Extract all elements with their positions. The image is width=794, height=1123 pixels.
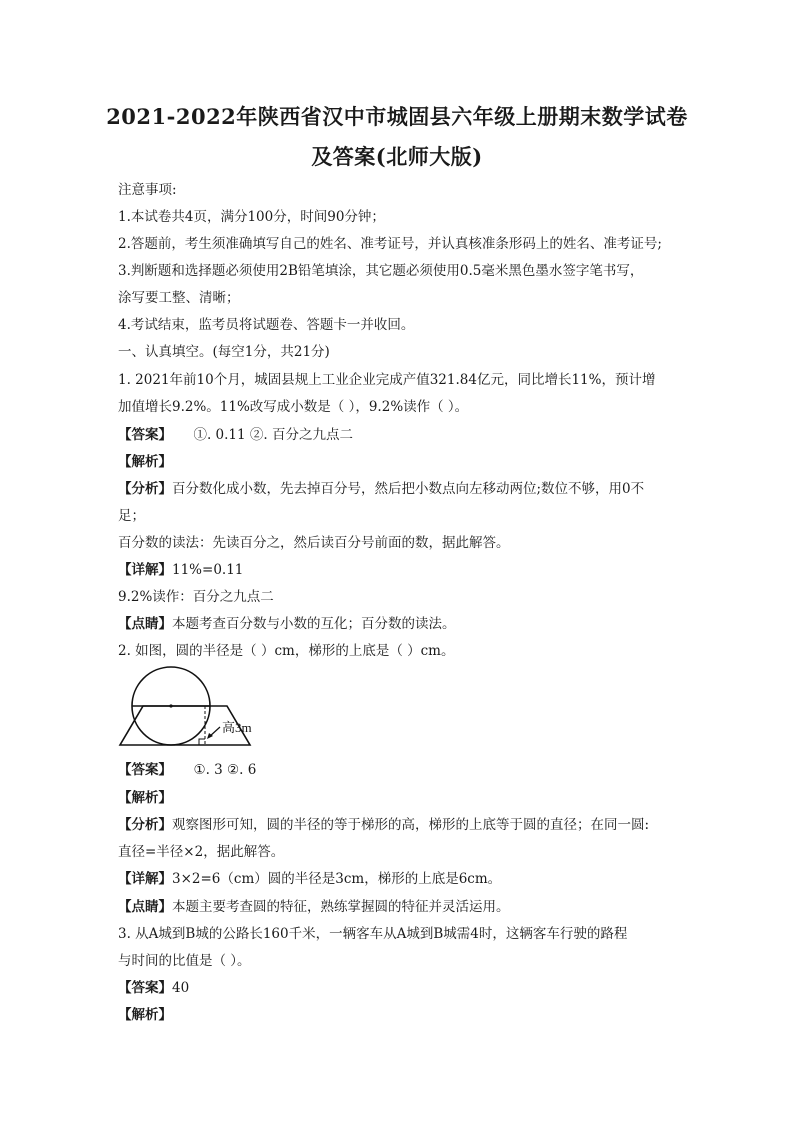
fenxi-label: 【分析】 bbox=[118, 481, 172, 497]
answer-label: 【答案】 bbox=[118, 427, 172, 443]
fenxi-text: 百分数化成小数，先去掉百分号，然后把小数点向左移动两位;数位不够，用0不 bbox=[172, 481, 645, 497]
answer-text: ①. 3 ②. 6 bbox=[193, 762, 257, 778]
comment-label: 【点睛】 bbox=[118, 616, 172, 632]
section-heading: 一、认真填空。(每空1分，共21分) bbox=[118, 344, 330, 360]
document-title-line1: 2021-2022年陕西省汉中市城固县六年级上册期末数学试卷 bbox=[106, 104, 688, 129]
question-2-fenxi bbox=[118, 815, 649, 835]
question-2-comment bbox=[118, 897, 510, 917]
question-1-answer bbox=[118, 425, 353, 445]
note-item: 1.本试卷共4页，满分100分，时间90分钟； bbox=[118, 209, 385, 225]
answer-label: 【答案】 bbox=[118, 762, 172, 778]
answer-text: ①. 0.11 ②. 百分之九点二 bbox=[193, 427, 353, 443]
question-2-text: 2. 如图，圆的半径是（ ）cm，梯形的上底是（ ）cm。 bbox=[118, 643, 455, 659]
document-title-line2: 及答案(北师大版) bbox=[311, 144, 483, 169]
right-angle-mark bbox=[199, 739, 205, 745]
analysis-label: 【解析】 bbox=[118, 790, 172, 806]
question-1-comment bbox=[118, 614, 456, 634]
detail-label: 【详解】 bbox=[118, 562, 172, 578]
detail-text: 11%=0.11 bbox=[172, 562, 244, 578]
question-3-text: 3. 从A城到B城的公路长160千米，一辆客车从A城到B城需4时，这辆客车行驶的路程 bbox=[118, 926, 628, 942]
circle-trapezoid-figure bbox=[116, 664, 276, 750]
note-item: 涂写要工整、清晰； bbox=[118, 290, 240, 306]
fenxi-label: 【分析】 bbox=[118, 817, 172, 833]
detail-label: 【详解】 bbox=[118, 871, 172, 887]
comment-label: 【点睛】 bbox=[118, 899, 172, 915]
analysis-label: 【解析】 bbox=[118, 1007, 172, 1023]
question-1-reading-rule: 百分数的读法：先读百分之，然后读百分号前面的数，据此解答。 bbox=[118, 535, 510, 551]
notes-heading: 注意事项: bbox=[118, 182, 177, 198]
center-point bbox=[169, 704, 172, 707]
question-2-detail bbox=[118, 869, 501, 889]
note-item: 3.判断题和选择题必须使用2B铅笔填涂，其它题必须使用0.5毫米黑色墨水签字笔书写， bbox=[118, 263, 644, 279]
question-2-fenxi-cont: 直径=半径×2，据此解答。 bbox=[118, 844, 285, 860]
comment-text: 本题考查百分数与小数的互化；百分数的读法。 bbox=[172, 616, 456, 632]
question-1-fenxi bbox=[118, 479, 644, 499]
analysis-label: 【解析】 bbox=[118, 454, 172, 470]
question-1-fenxi-cont: 足； bbox=[118, 508, 145, 524]
question-1-detail-cont: 9.2%读作：百分之九点二 bbox=[118, 589, 274, 605]
detail-text: 3×2=6（cm）圆的半径是3cm，梯形的上底是6cm。 bbox=[172, 871, 502, 887]
question-1-detail bbox=[118, 560, 243, 580]
answer-text: 40 bbox=[172, 980, 190, 996]
note-item: 2.答题前，考生须准确填写自己的姓名、准考证号，并认真核准条形码上的姓名、准考证号; bbox=[118, 236, 662, 252]
question-3-answer bbox=[118, 978, 189, 998]
comment-text: 本题主要考查圆的特征，熟练掌握圆的特征并灵活运用。 bbox=[172, 899, 510, 915]
question-3-text-cont: 与时间的比值是（ ）。 bbox=[118, 953, 251, 969]
answer-label: 【答案】 bbox=[118, 980, 172, 996]
question-1-text: 1. 2021年前10个月，城固县规上工业企业完成产值321.84亿元，同比增长11%，预计增 bbox=[118, 372, 656, 388]
question-2-answer bbox=[118, 760, 256, 780]
fenxi-text: 观察图形可知，圆的半径的等于梯形的高，梯形的上底等于圆的直径；在同一圆: bbox=[172, 817, 650, 833]
note-item: 4.考试结束，监考员将试题卷、答题卡一并收回。 bbox=[118, 317, 415, 333]
question-1-text-cont: 加值增长9.2%。11%改写成小数是（ ），9.2%读作（ ）。 bbox=[118, 399, 469, 415]
height-label: 高3m bbox=[222, 720, 252, 735]
